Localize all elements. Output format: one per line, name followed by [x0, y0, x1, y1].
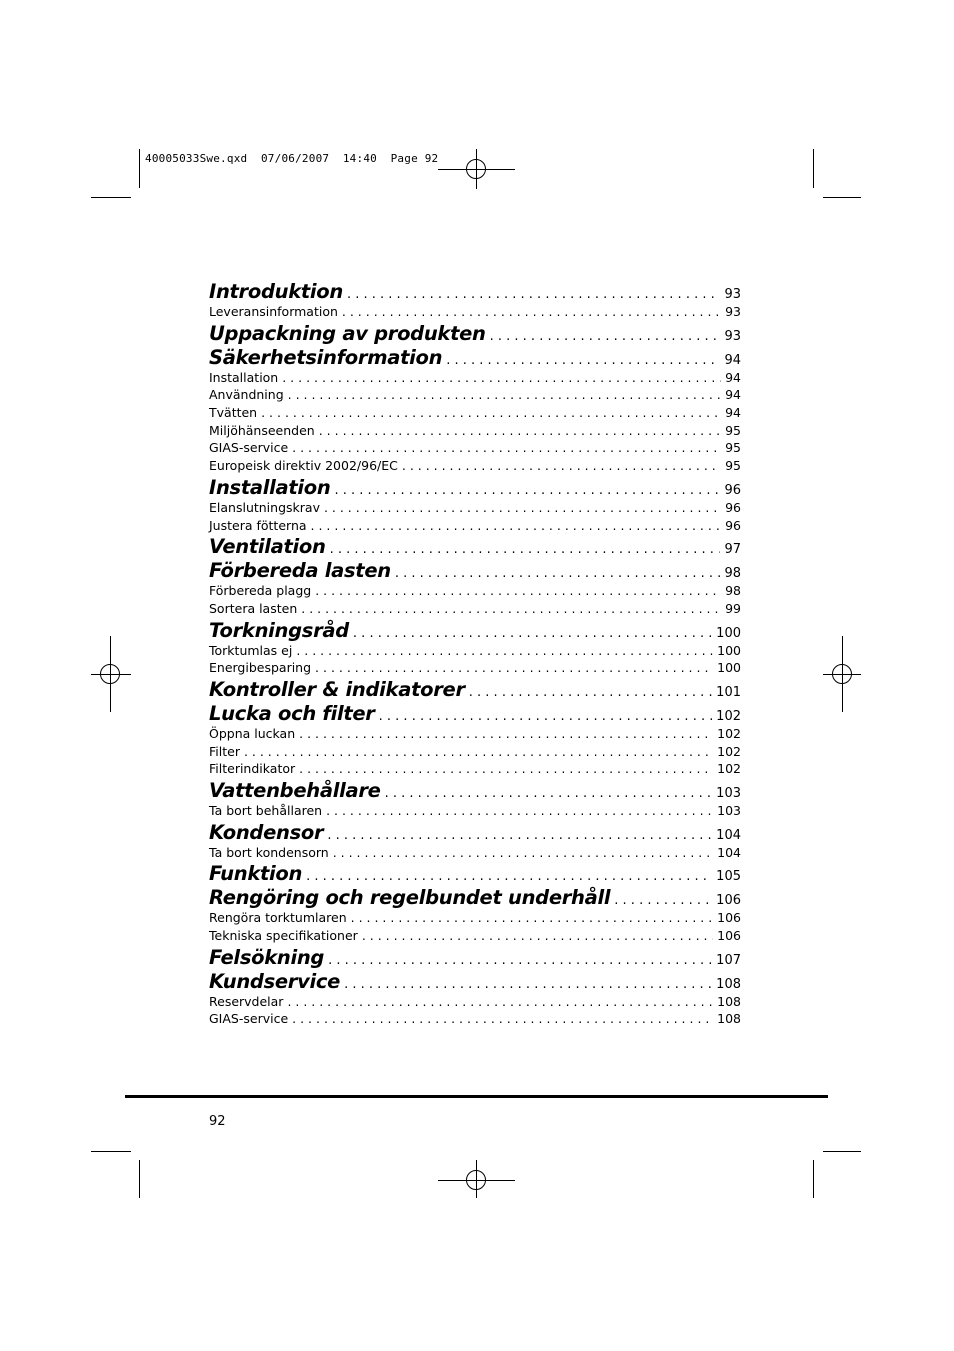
toc-title: Torkningsråd: [209, 618, 349, 642]
footer-rule: [125, 1095, 828, 1098]
toc-page-number: 93: [724, 328, 741, 344]
dot-leader: [342, 304, 721, 319]
toc-heading[interactable]: [209, 559, 741, 583]
dot-leader: [347, 287, 720, 302]
toc-title: Kundservice: [209, 969, 341, 993]
toc-title: Miljöhänseenden: [209, 422, 315, 438]
toc-title: GIAS-service: [209, 1011, 289, 1027]
toc-title: Kondensor: [209, 820, 324, 844]
dot-leader: [385, 786, 713, 801]
toc-title: Ta bort kondensorn: [209, 844, 329, 860]
toc-subentry[interactable]: [209, 387, 741, 405]
dot-leader: [351, 910, 714, 925]
toc-heading[interactable]: [209, 346, 741, 370]
toc-page-number: 95: [725, 422, 741, 438]
dot-leader: [328, 953, 712, 968]
dot-leader: [292, 1011, 713, 1026]
dot-leader: [261, 405, 721, 420]
toc-heading[interactable]: [209, 779, 741, 803]
toc-title: Uppackning av produkten: [209, 321, 486, 345]
toc-subentry[interactable]: [209, 928, 741, 946]
toc-subentry[interactable]: [209, 1011, 741, 1029]
dot-leader: [301, 601, 721, 616]
dot-leader: [282, 370, 721, 385]
dot-leader: [315, 660, 713, 675]
crop-mark: [813, 149, 814, 188]
toc-subentry[interactable]: [209, 304, 741, 322]
toc-subentry[interactable]: [209, 910, 741, 928]
toc-title: Installation: [209, 369, 279, 385]
toc-subentry[interactable]: [209, 726, 741, 744]
toc-subentry[interactable]: [209, 761, 741, 779]
toc-page-number: 108: [717, 993, 741, 1009]
toc-page-number: 102: [717, 743, 741, 759]
toc-heading[interactable]: [209, 280, 741, 304]
toc-page-number: 100: [717, 642, 741, 658]
dot-leader: [299, 761, 713, 776]
toc-page-number: 96: [725, 499, 741, 515]
toc-page-number: 95: [725, 458, 741, 474]
toc-page-number: 95: [725, 440, 741, 456]
toc-subentry[interactable]: [209, 583, 741, 601]
toc-page-number: 103: [716, 786, 741, 801]
toc-title: Rengöra torktumlaren: [209, 910, 347, 926]
dot-leader: [326, 803, 713, 818]
registration-circle: [832, 664, 852, 684]
table-of-contents: [209, 280, 741, 1029]
toc-heading[interactable]: [209, 619, 741, 643]
toc-title: Lucka och filter: [209, 701, 375, 725]
crop-mark: [91, 197, 131, 198]
toc-title: Förbereda lasten: [209, 559, 391, 583]
toc-page-number: 98: [724, 566, 741, 582]
dot-leader: [469, 685, 712, 700]
toc-subentry[interactable]: [209, 994, 741, 1012]
crop-mark: [139, 1160, 140, 1198]
toc-title: Installation: [209, 475, 331, 499]
toc-title: Öppna luckan: [209, 725, 296, 741]
toc-title: Tekniska specifikationer: [209, 928, 358, 944]
toc-title: Vattenbehållare: [209, 779, 381, 802]
dot-leader: [333, 845, 713, 860]
toc-page-number: 97: [724, 542, 741, 558]
toc-heading[interactable]: [209, 970, 741, 994]
dot-leader: [362, 928, 713, 943]
toc-page-number: 106: [717, 928, 741, 944]
toc-title: Användning: [209, 387, 284, 403]
toc-page-number: 106: [716, 893, 741, 909]
toc-title: GIAS-service: [209, 440, 289, 456]
dot-leader: [334, 483, 720, 498]
toc-title: Tvätten: [209, 405, 258, 421]
toc-subentry[interactable]: [209, 744, 741, 762]
toc-page-number: 99: [725, 600, 741, 616]
toc-title: Reservdelar: [209, 993, 284, 1009]
toc-subentry[interactable]: [209, 405, 741, 423]
toc-page-number: 101: [716, 684, 741, 700]
dot-leader: [296, 643, 713, 658]
toc-heading[interactable]: [209, 946, 741, 970]
dot-leader: [315, 583, 721, 598]
registration-circle: [466, 159, 486, 179]
toc-title: Sortera lasten: [209, 600, 298, 616]
toc-title: Rengöring och regelbundet underhåll: [209, 886, 611, 910]
dot-leader: [288, 387, 721, 402]
toc-heading[interactable]: [209, 678, 741, 702]
toc-page-number: 102: [717, 761, 741, 777]
dot-leader: [324, 500, 721, 515]
dot-leader: [614, 893, 712, 908]
toc-title: Europeisk direktiv 2002/96/EC: [209, 458, 398, 474]
toc-heading[interactable]: [209, 886, 741, 910]
dot-leader: [446, 353, 720, 368]
toc-page-number: 94: [725, 369, 741, 385]
page-number: 92: [209, 1114, 226, 1129]
toc-subentry[interactable]: [209, 440, 741, 458]
dot-leader: [319, 423, 721, 438]
dot-leader: [395, 566, 721, 581]
toc-page-number: 94: [725, 387, 741, 403]
dot-leader: [402, 458, 721, 473]
dot-leader: [327, 828, 712, 843]
toc-page-number: 98: [725, 583, 741, 599]
toc-page-number: 100: [716, 625, 741, 641]
toc-page-number: 100: [717, 660, 741, 676]
toc-heading[interactable]: [209, 535, 741, 559]
toc-heading[interactable]: [209, 476, 741, 500]
toc-title: Funktion: [209, 862, 303, 886]
dot-leader: [344, 977, 712, 992]
crop-mark: [91, 1151, 131, 1152]
dot-leader: [306, 869, 712, 884]
toc-subentry[interactable]: [209, 803, 741, 821]
toc-subentry[interactable]: [209, 458, 741, 476]
toc-title: Justera fötterna: [209, 517, 307, 533]
toc-title: Filter: [209, 743, 240, 759]
toc-page-number: 96: [725, 517, 741, 533]
toc-title: Energibesparing: [209, 660, 312, 676]
toc-title: Introduktion: [209, 280, 343, 303]
toc-page-number: 93: [724, 287, 741, 302]
toc-page-number: 105: [716, 869, 741, 885]
toc-page-number: 94: [724, 352, 741, 368]
toc-subentry[interactable]: [209, 500, 741, 518]
dot-leader: [244, 744, 713, 759]
dot-leader: [330, 542, 721, 557]
toc-subentry[interactable]: [209, 601, 741, 619]
crop-mark: [823, 1151, 861, 1152]
toc-title: Kontroller & indikatorer: [209, 677, 465, 701]
toc-title: Ventilation: [209, 535, 326, 559]
toc-page-number: 108: [717, 1011, 741, 1027]
toc-title: Leveransinformation: [209, 304, 338, 319]
toc-subentry[interactable]: [209, 370, 741, 388]
dot-leader: [299, 726, 713, 741]
toc-subentry[interactable]: [209, 423, 741, 441]
toc-page-number: 93: [725, 304, 741, 319]
dot-leader: [353, 626, 712, 641]
toc-title: Filterindikator: [209, 761, 296, 777]
dot-leader: [379, 709, 713, 724]
toc-title: Säkerhetsinformation: [209, 345, 443, 369]
registration-circle: [466, 1170, 486, 1190]
file-slug: 40005033Swe.qxd 07/06/2007 14:40 Page 92: [145, 152, 439, 165]
toc-heading[interactable]: [209, 322, 741, 346]
crop-mark: [139, 149, 140, 188]
toc-heading[interactable]: [209, 702, 741, 726]
toc-page-number: 102: [716, 708, 741, 724]
toc-page-number: 107: [716, 952, 741, 968]
toc-page-number: 106: [717, 910, 741, 926]
toc-subentry[interactable]: [209, 660, 741, 678]
toc-title: Felsökning: [209, 945, 325, 969]
toc-title: Förbereda plagg: [209, 583, 312, 599]
dot-leader: [292, 440, 721, 455]
crop-mark: [823, 197, 861, 198]
dot-leader: [287, 994, 713, 1009]
toc-page-number: 94: [725, 405, 741, 421]
toc-title: Ta bort behållaren: [209, 803, 323, 818]
toc-page-number: 108: [716, 976, 741, 992]
toc-subentry[interactable]: [209, 518, 741, 536]
registration-circle: [100, 664, 120, 684]
toc-subentry[interactable]: [209, 845, 741, 863]
toc-page-number: 96: [724, 482, 741, 498]
toc-page-number: 104: [716, 827, 741, 843]
toc-heading[interactable]: [209, 862, 741, 886]
toc-page-number: 103: [717, 803, 741, 818]
toc-title: Elanslutningskrav: [209, 499, 320, 515]
toc-page-number: 104: [717, 844, 741, 860]
toc-title: Torktumlas ej: [209, 642, 293, 658]
toc-subentry[interactable]: [209, 643, 741, 661]
toc-page-number: 102: [717, 725, 741, 741]
dot-leader: [311, 518, 722, 533]
crop-mark: [813, 1160, 814, 1198]
toc-heading[interactable]: [209, 821, 741, 845]
dot-leader: [490, 329, 721, 344]
